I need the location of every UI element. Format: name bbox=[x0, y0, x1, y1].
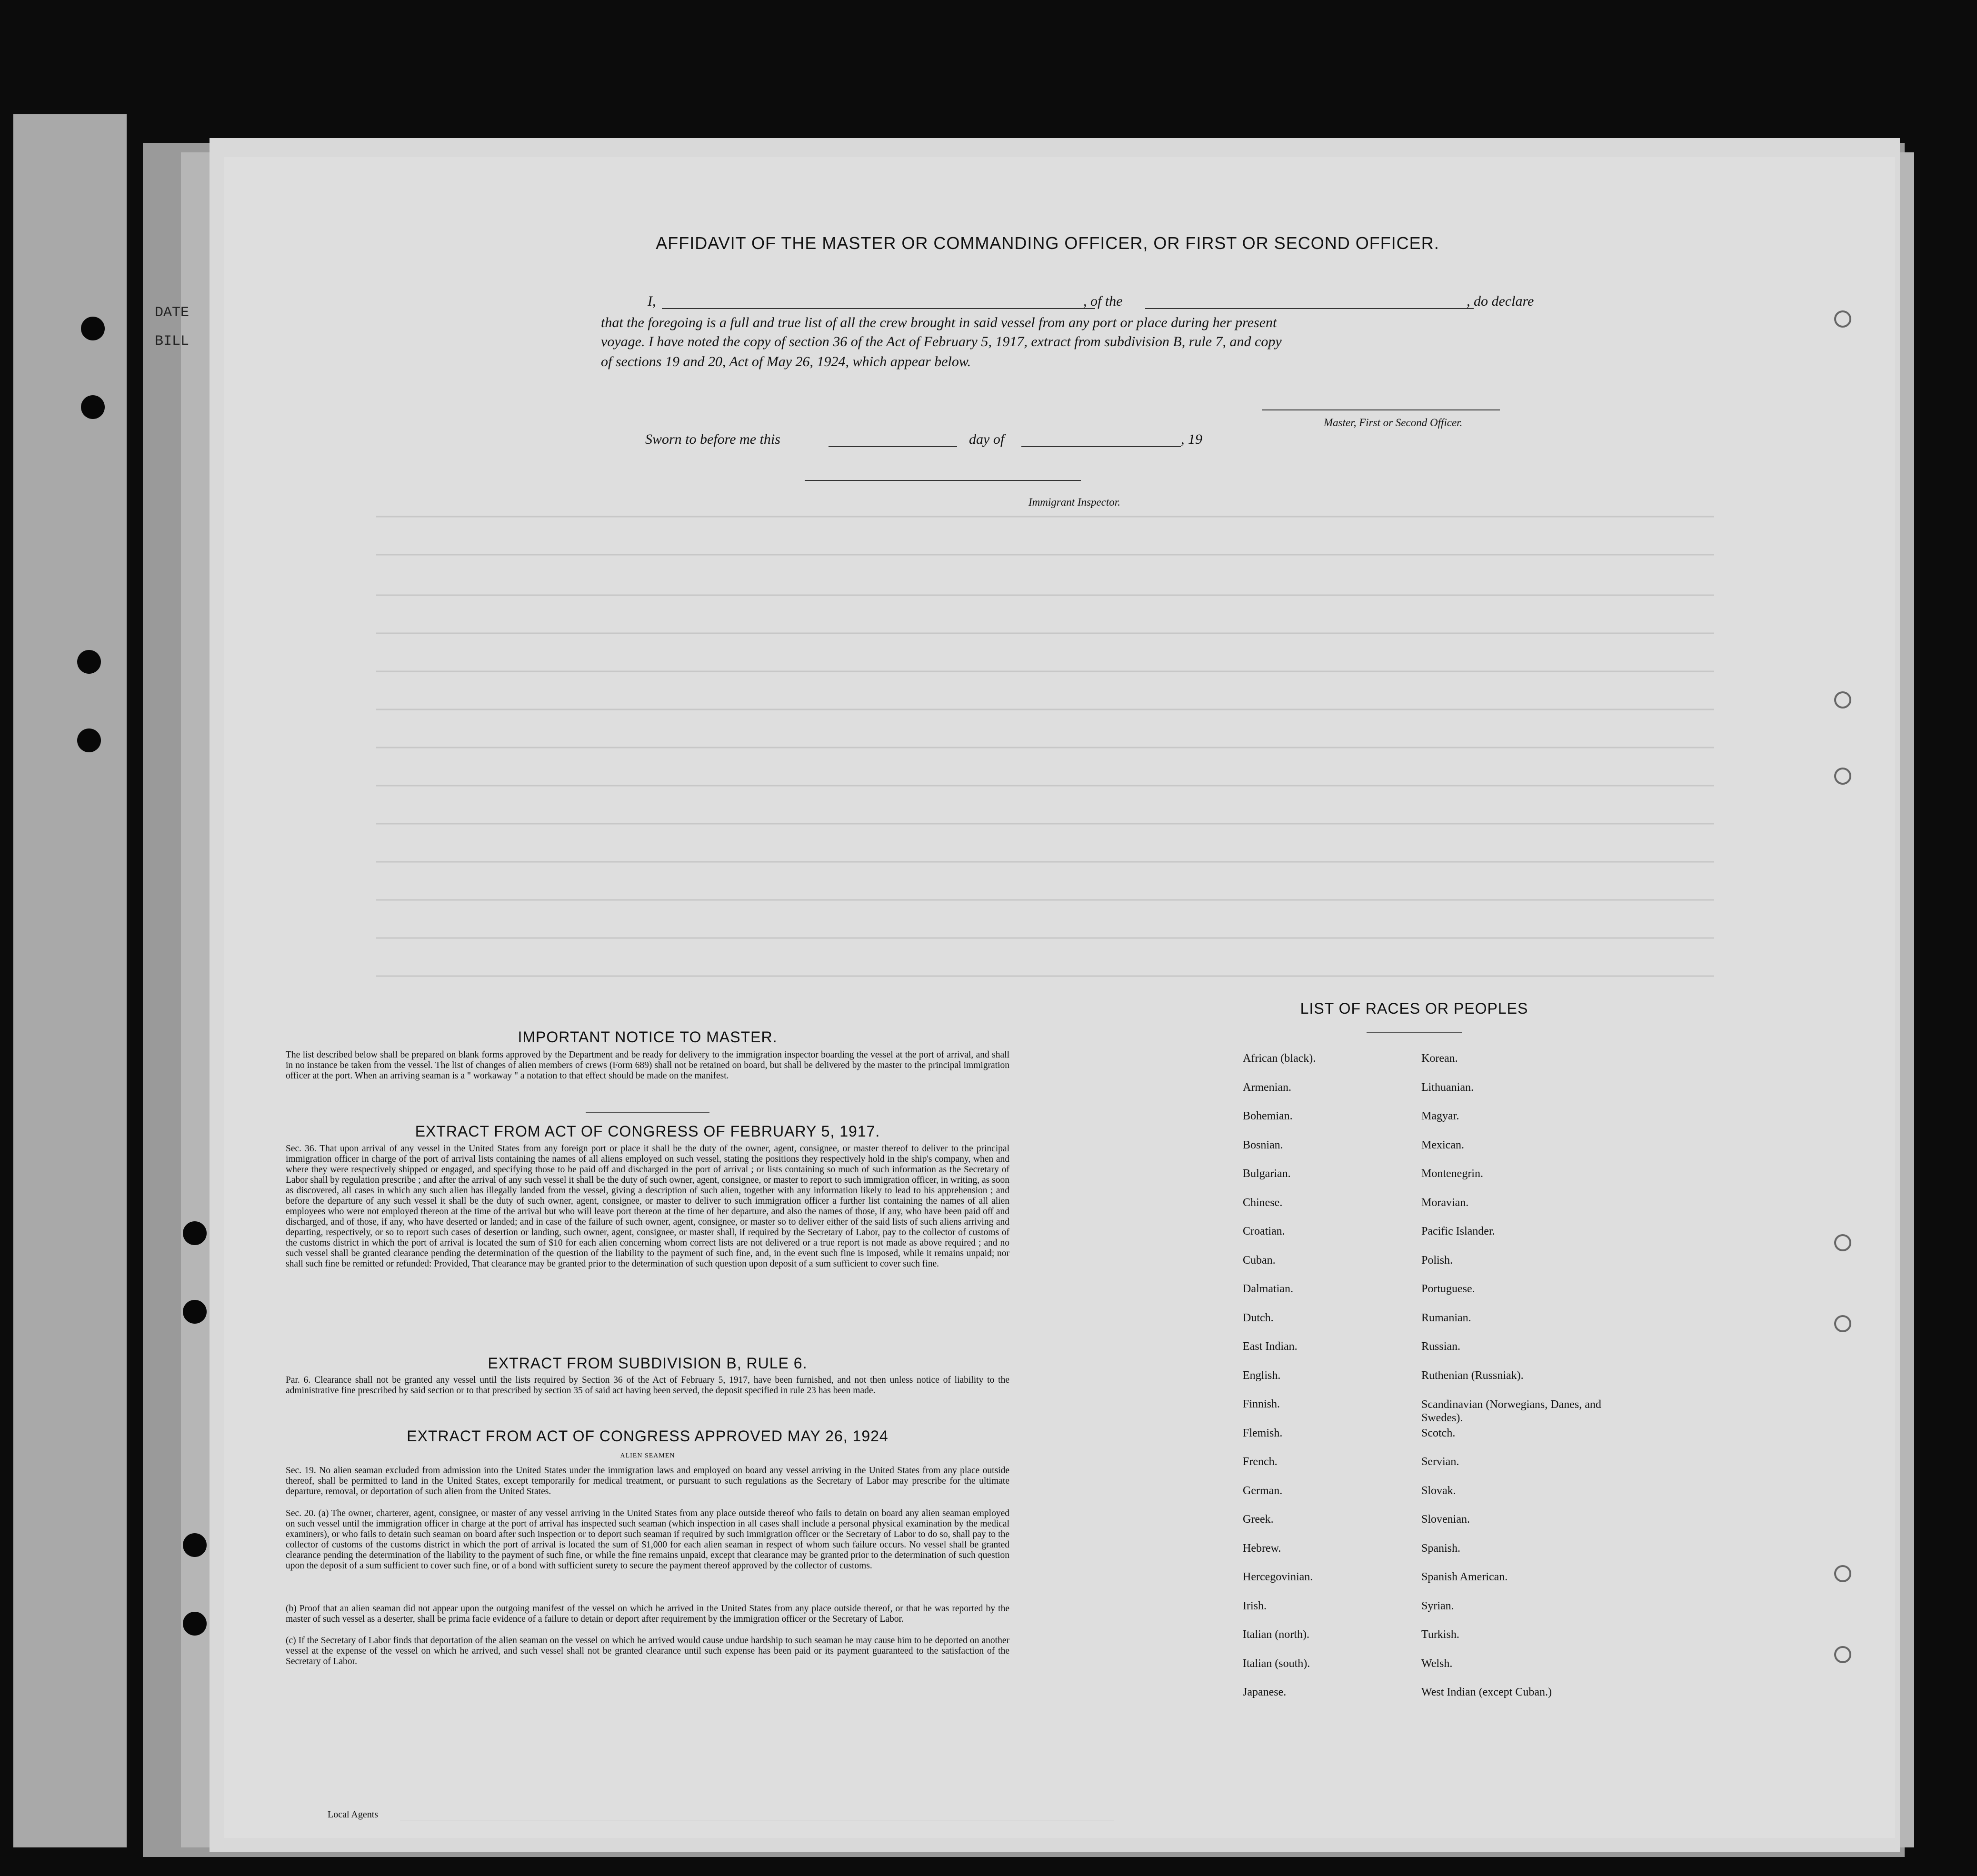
extract-rule-title: EXTRACT FROM SUBDIVISION B, RULE 6. bbox=[488, 1355, 808, 1372]
extract-1924-sec19: Sec. 19. No alien seaman excluded from admission into the United States under the immigration laws and employed on board any vessel arriving in the United States from any place outside thereof, shall be permitted to land in the United States, except temporarily for medical treatment, or pursuant to such regulations as the Secretary of Labor may prescribe for the ultimate departure, removal, or deportation of such alien from the United States. bbox=[286, 1466, 1009, 1497]
race-item: Spanish. bbox=[1421, 1542, 1461, 1555]
master-signature-label: Master, First or Second Officer. bbox=[1324, 417, 1463, 429]
sworn-month-blank bbox=[1021, 446, 1181, 447]
sworn-line bbox=[645, 431, 1245, 450]
race-item: Slovak. bbox=[1421, 1484, 1456, 1497]
race-item: Japanese. bbox=[1243, 1686, 1287, 1698]
race-item: Bohemian. bbox=[1243, 1110, 1293, 1122]
affidavit-line-3: voyage. I have noted the copy of section 36 of the Act of February 5, 1917, extract from subdivision B, rule 7, and copy bbox=[601, 334, 1282, 349]
race-item: Slovenian. bbox=[1421, 1513, 1470, 1526]
extract-1924-sec20c: (c) If the Secretary of Labor finds that deportation of the alien seaman on the vessel on which he arrived would cause undue hardship to such seaman he may cause him to be deported on another vessel at the expense of the vessel on which he arrived, and such vessel shall not be granted clearance until such expense has been paid or its payment guaranteed to the satisfaction of the Secretary of Labor. bbox=[286, 1636, 1009, 1666]
sworn-label: Sworn to before me this bbox=[645, 431, 780, 447]
race-item: Magyar. bbox=[1421, 1110, 1459, 1122]
divider bbox=[586, 1112, 709, 1113]
race-item: Armenian. bbox=[1243, 1081, 1291, 1094]
race-item: Rumanian. bbox=[1421, 1311, 1471, 1324]
race-item: Pacific Islander. bbox=[1421, 1225, 1495, 1237]
extract-1917-body: Sec. 36. That upon arrival of any vessel in the United States from any foreign port or place it shall be the duty of the owner, agent, consignee, or master thereof to deliver to the principal immigration officer in charge of the port of arrival lists containing the names of all aliens employed on such vessel, stating the positions they respectively hold in the ship's company, when and where they were respectively shipped or engaged, and specifying those to be paid off and discharged in the port of arrival ; or lists containing so much of such information as the Secretary of Labor shall by regulation prescribe ; and after the arrival of any such vessel it shall be the duty of such owner, agent, consignee, or master to report to such immigration officer, in writing, as soon as discovered, all cases in which any such alien has illegally landed from the vessel, giving a description of such alien, together with any information likely to lead to his apprehension ; and before the departure of any such vessel it shall be the duty of such owner, agent, consignee, or master to deliver to such immigration officer a further list containing the names of all alien employees who were not employed thereon at the time of the arrival but who will leave port thereon at the time of her departure, and also the names of those, if any, who have been paid off and discharged, and of those, if any, who have deserted or landed; and in case of the failure of such owner, agent, consignee, or master so to deliver either of the said lists of such aliens arriving and departing, respectively, or so to report such cases of desertion or landing, such owner, agent, consignee, or master shall, if required by the Secretary of Labor, pay to the collector of customs of the customs district in which the port of arrival is located the sum of $10 for each alien concerning whom correct lists are not delivered or a true report is not made as above required ; and no such vessel shall be granted clearance pending the determination of the question of the liability to the payment of such fine, and, in the event such fine is imposed, while it remains unpaid; nor shall such fine be remitted or refunded: Provided, That clearance may be granted prior to the determination of such question upon deposit of a sum sufficient to cover such fine. bbox=[286, 1144, 1009, 1269]
race-item: French. bbox=[1243, 1456, 1278, 1468]
race-item: Italian (south). bbox=[1243, 1657, 1310, 1670]
races-right-column bbox=[1421, 1052, 1621, 1715]
race-item: Chinese. bbox=[1243, 1196, 1283, 1209]
race-item: West Indian (except Cuban.) bbox=[1421, 1686, 1552, 1698]
right-margin-marks bbox=[1819, 286, 1876, 1714]
race-item: Mexican. bbox=[1421, 1138, 1464, 1151]
notice-body: The list described below shall be prepared on blank forms approved by the Department and be ready for delivery to the immigration inspector boarding the vessel at the port of arrival, and shall in no instance be taken from the vessel. The list of changes of alien members of crews (Form 689) shall not be retained on board, but shall be delivered by the master to the principal immigration officer at the port. When an arriving seaman is a " workaway " a notation to that effect should be made on the manifest. bbox=[286, 1050, 1009, 1081]
race-item: English. bbox=[1243, 1369, 1281, 1382]
race-item: Bosnian. bbox=[1243, 1138, 1283, 1151]
extract-1924-title: EXTRACT FROM ACT OF CONGRESS APPROVED MAY 26, 1924 bbox=[407, 1427, 889, 1445]
extract-1924-subtitle: ALIEN SEAMEN bbox=[620, 1452, 675, 1459]
year-label: , 19 bbox=[1181, 431, 1202, 447]
race-item: Irish. bbox=[1243, 1599, 1267, 1612]
race-item: Dutch. bbox=[1243, 1311, 1274, 1324]
race-item: Servian. bbox=[1421, 1456, 1459, 1468]
inspector-label: Immigrant Inspector. bbox=[1028, 496, 1120, 508]
affidavit-line-1 bbox=[648, 293, 1562, 312]
race-item: African (black). bbox=[1243, 1052, 1316, 1065]
race-item: Montenegrin. bbox=[1421, 1168, 1483, 1180]
races-left-column bbox=[1243, 1052, 1433, 1715]
inspector-signature-line bbox=[805, 480, 1081, 481]
race-item: Turkish. bbox=[1421, 1628, 1459, 1641]
race-item: Scotch. bbox=[1421, 1427, 1456, 1439]
day-of-label: day of bbox=[969, 431, 1005, 447]
race-item: Finnish. bbox=[1243, 1398, 1280, 1410]
race-item: Korean. bbox=[1421, 1052, 1458, 1065]
race-item: Polish. bbox=[1421, 1254, 1453, 1267]
sworn-day-blank bbox=[829, 446, 957, 447]
race-item: Croatian. bbox=[1243, 1225, 1285, 1237]
divider bbox=[1367, 1032, 1462, 1033]
race-item: Cuban. bbox=[1243, 1254, 1276, 1267]
race-item: Syrian. bbox=[1421, 1599, 1454, 1612]
extract-1917-title: EXTRACT FROM ACT OF CONGRESS OF FEBRUARY 5, 1917. bbox=[415, 1123, 880, 1140]
race-item: Welsh. bbox=[1421, 1657, 1453, 1670]
race-item: Portuguese. bbox=[1421, 1283, 1475, 1295]
affidavit-line-4: of sections 19 and 20, Act of May 26, 1924, which appear below. bbox=[601, 354, 971, 369]
affidavit-of-the-label: , of the bbox=[1083, 293, 1123, 309]
card-bill-label: BILL bbox=[155, 333, 190, 349]
race-item: Hercegovinian. bbox=[1243, 1571, 1313, 1583]
vessel-blank-line bbox=[1145, 308, 1474, 309]
race-item: Ruthenian (Russniak). bbox=[1421, 1369, 1524, 1382]
extract-rule-body: Par. 6. Clearance shall not be granted any vessel until the lists required by Section 36 of the Act of February 5, 1917, have been furnished, and not then unless notice of liability to the administrative fine prescribed by said section or to that prescribed by section 35 of said act having been served, the deposit specified in rule 23 has been made. bbox=[286, 1375, 1009, 1396]
name-blank-line bbox=[662, 308, 1095, 309]
race-item: Russian. bbox=[1421, 1340, 1461, 1353]
race-item: Scandinavian (Norwegians, Danes, and Swedes). bbox=[1421, 1398, 1601, 1424]
affidavit-declare-label: , do declare bbox=[1467, 293, 1534, 309]
race-item: Lithuanian. bbox=[1421, 1081, 1474, 1094]
race-item: Dalmatian. bbox=[1243, 1283, 1293, 1295]
affidavit-line-2: that the foregoing is a full and true list of all the crew brought in said vessel from any port or place during her present bbox=[601, 315, 1277, 330]
race-item: Spanish American. bbox=[1421, 1571, 1508, 1583]
affidavit-i-label: I, bbox=[648, 293, 656, 309]
race-item: Hebrew. bbox=[1243, 1542, 1281, 1555]
race-item: East Indian. bbox=[1243, 1340, 1298, 1353]
local-agents-label: Local Agents bbox=[328, 1809, 379, 1820]
race-item: Italian (north). bbox=[1243, 1628, 1309, 1641]
race-item: Moravian. bbox=[1421, 1196, 1469, 1209]
races-title: LIST OF RACES OR PEOPLES bbox=[1300, 1000, 1528, 1017]
race-item: German. bbox=[1243, 1484, 1283, 1497]
extract-1924-sec20b: (b) Proof that an alien seaman did not appear upon the outgoing manifest of the vessel on which he arrived in the United States from any place outside thereof, or that he was reported by the master of such vessel as a deserter, shall be prima facie evidence of a failure to detain or deport after requirement by the immigration officer or the Secretary of Labor. bbox=[286, 1604, 1009, 1624]
race-item: Flemish. bbox=[1243, 1427, 1283, 1439]
master-signature-line bbox=[1262, 409, 1500, 410]
affidavit-title: AFFIDAVIT OF THE MASTER OR COMMANDING OFFICER, OR FIRST OR SECOND OFFICER. bbox=[656, 233, 1439, 253]
card-date-label: DATE bbox=[155, 305, 190, 321]
extract-1924-sec20a: Sec. 20. (a) The owner, charterer, agent, consignee, or master of any vessel arriving in the United States from any place outside thereof who fails to detain on board any alien seaman employed on such vessel until the immigration officer in charge at the port of arrival has inspected such seaman (which inspection in all cases shall include a personal physical examination by the medical examiners), or who fails to detain such seaman on board after such inspection or to deport such seaman if required by such immigration officer or the Secretary of Labor to do so, shall pay to the collector of customs of the customs district in which the port of arrival is located the sum of $1,000 for each alien seaman in respect of whom such failure occurs. No vessel shall be granted clearance pending the determination of the liability to the payment of such fine, or while the fine remains unpaid, except that clearance may be granted prior to the determination of such question upon the deposit of a sum sufficient to cover such fine, or of a bond with sufficient surety to secure the payment thereof approved by the collector of customs. bbox=[286, 1508, 1009, 1571]
race-item: Bulgarian. bbox=[1243, 1168, 1291, 1180]
notice-title: IMPORTANT NOTICE TO MASTER. bbox=[518, 1028, 778, 1046]
race-item: Greek. bbox=[1243, 1513, 1274, 1526]
